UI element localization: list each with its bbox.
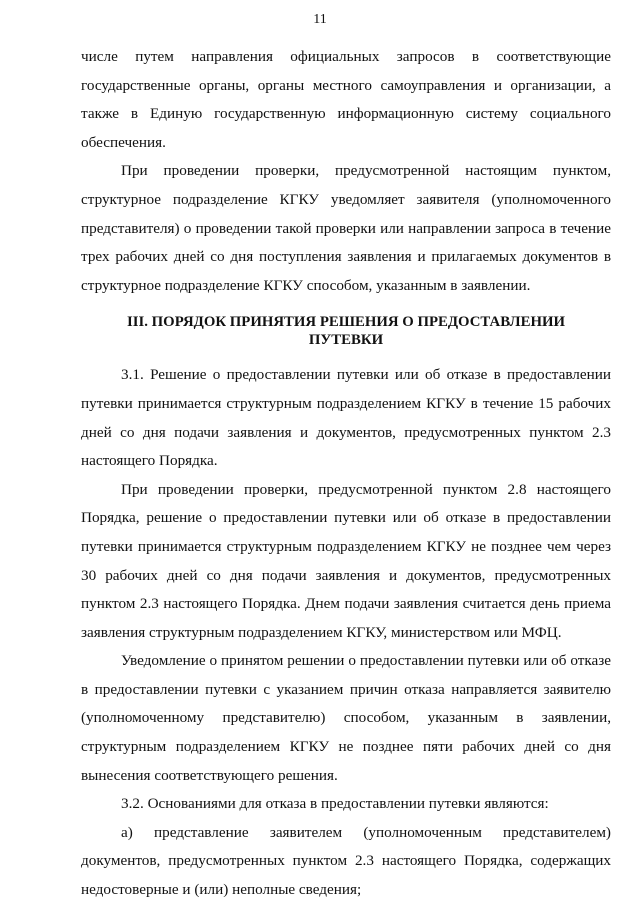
paragraph: 3.1. Решение о предоставлении путевки или об отказе в предоставлении путевки принимается структурным подразделением КГКУ в течение 15 рабочих дней со дня подачи заявления и документов, предусмотренных пунктом 2.3 настоящего Порядка. xyxy=(81,366,611,470)
paragraph: При проведении проверки, предусмотренной настоящим пунктом, структурное подразделение КГКУ уведомляет заявителя (уполномоченного представителя) о проведении такой проверки или направлении запроса в течение трех рабочих дней со дня поступления заявления и прилагаемых документов в структурное подразделение КГКУ способом, указанным в заявлении. xyxy=(81,162,611,294)
document-body xyxy=(81,43,611,905)
section-heading-line: III. ПОРЯДОК ПРИНЯТИЯ РЕШЕНИЯ О ПРЕДОСТАВЛЕНИИ xyxy=(127,314,565,331)
section-heading-line: ПУТЕВКИ xyxy=(308,332,384,349)
paragraph: а) представление заявителем (уполномоченным представителем) документов, предусмотренных пунктом 2.3 настоящего Порядка, содержащих недостоверные и (или) неполные сведения; xyxy=(81,823,611,899)
paragraph: Уведомление о принятом решении о предоставлении путевки или об отказе в предоставлении путевки с указанием причин отказа направляется заявителю (уполномоченному представителю) способом, указанным в заявлении, структурным подразделением КГКУ не позднее пяти рабочих дней со дня вынесения соответствующего решения. xyxy=(81,652,611,784)
section-heading xyxy=(81,313,611,349)
paragraph: При проведении проверки, предусмотренной пунктом 2.8 настоящего Порядка, решение о предоставлении путевки или об отказе в предоставлении путевки принимается структурным подразделением КГКУ не позднее чем через 30 рабочих дней со дня подачи заявления и документов, предусмотренных пунктом 2.3 настоящего Порядка. Днем подачи заявления считается день приема заявления структурным подразделением КГКУ, министерством или МФЦ. xyxy=(81,480,611,641)
paragraph: числе путем направления официальных запросов в соответствующие государственные органы, органы местного самоуправления и организации, а также в Единую государственную информационную систему социального обеспечения. xyxy=(81,48,611,151)
page-number: 11 xyxy=(313,12,327,27)
paragraph: 3.2. Основаниями для отказа в предоставлении путевки являются: xyxy=(121,795,549,813)
